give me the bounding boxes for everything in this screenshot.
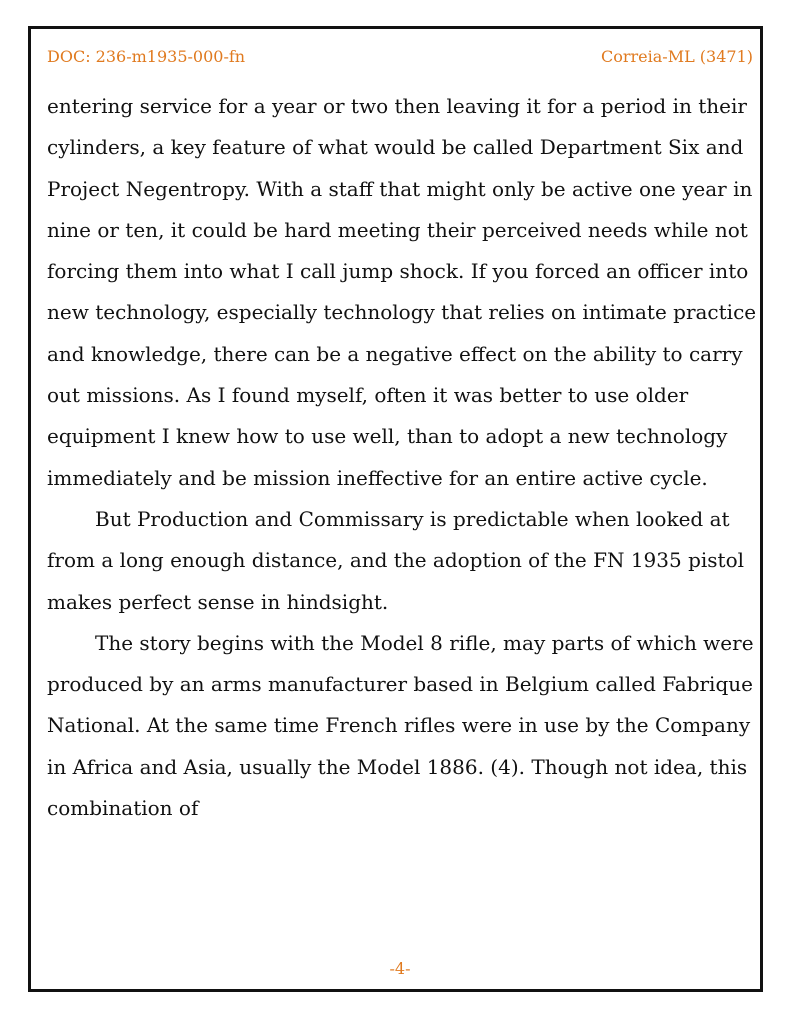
- author-reference: Correia-ML (3471): [601, 47, 753, 66]
- page-number: -4-: [389, 959, 411, 978]
- page-header: [47, 47, 753, 71]
- paragraph-continuation: entering service for a year or two then leaving it for a period in their cylinders, a key feature of what would be called Department Six and Project Negentropy. With a staff that might only be active one year in nine or ten, it could be hard meeting their perceived needs while not forcing them into what I call jump shock. If you forced an officer into new technology, especially technology that relies on intimate practice and knowledge, there can be a negative effect on the ability to carry out missions. As I found myself, often it was better to use older equipment I knew how to use well, than to adopt a new technology immediately and be mission ineffective for an entire active cycle.: [47, 94, 757, 490]
- body-text: [47, 86, 759, 829]
- paragraph-production: But Production and Commissary is predictable when looked at from a long enough distance, and the adoption of the FN 1935 pistol makes perfect sense in hindsight.: [47, 506, 745, 614]
- paragraph-model-8: The story begins with the Model 8 rifle, may parts of which were produced by an arms manufacturer based in Belgium called Fabrique National. At the same time French rifles were in use by the Company in Africa and Asia, usually the Model 1886. (4). Though not idea, this combination of: [47, 630, 754, 821]
- document-id: DOC: 236-m1935-000-fn: [47, 47, 246, 66]
